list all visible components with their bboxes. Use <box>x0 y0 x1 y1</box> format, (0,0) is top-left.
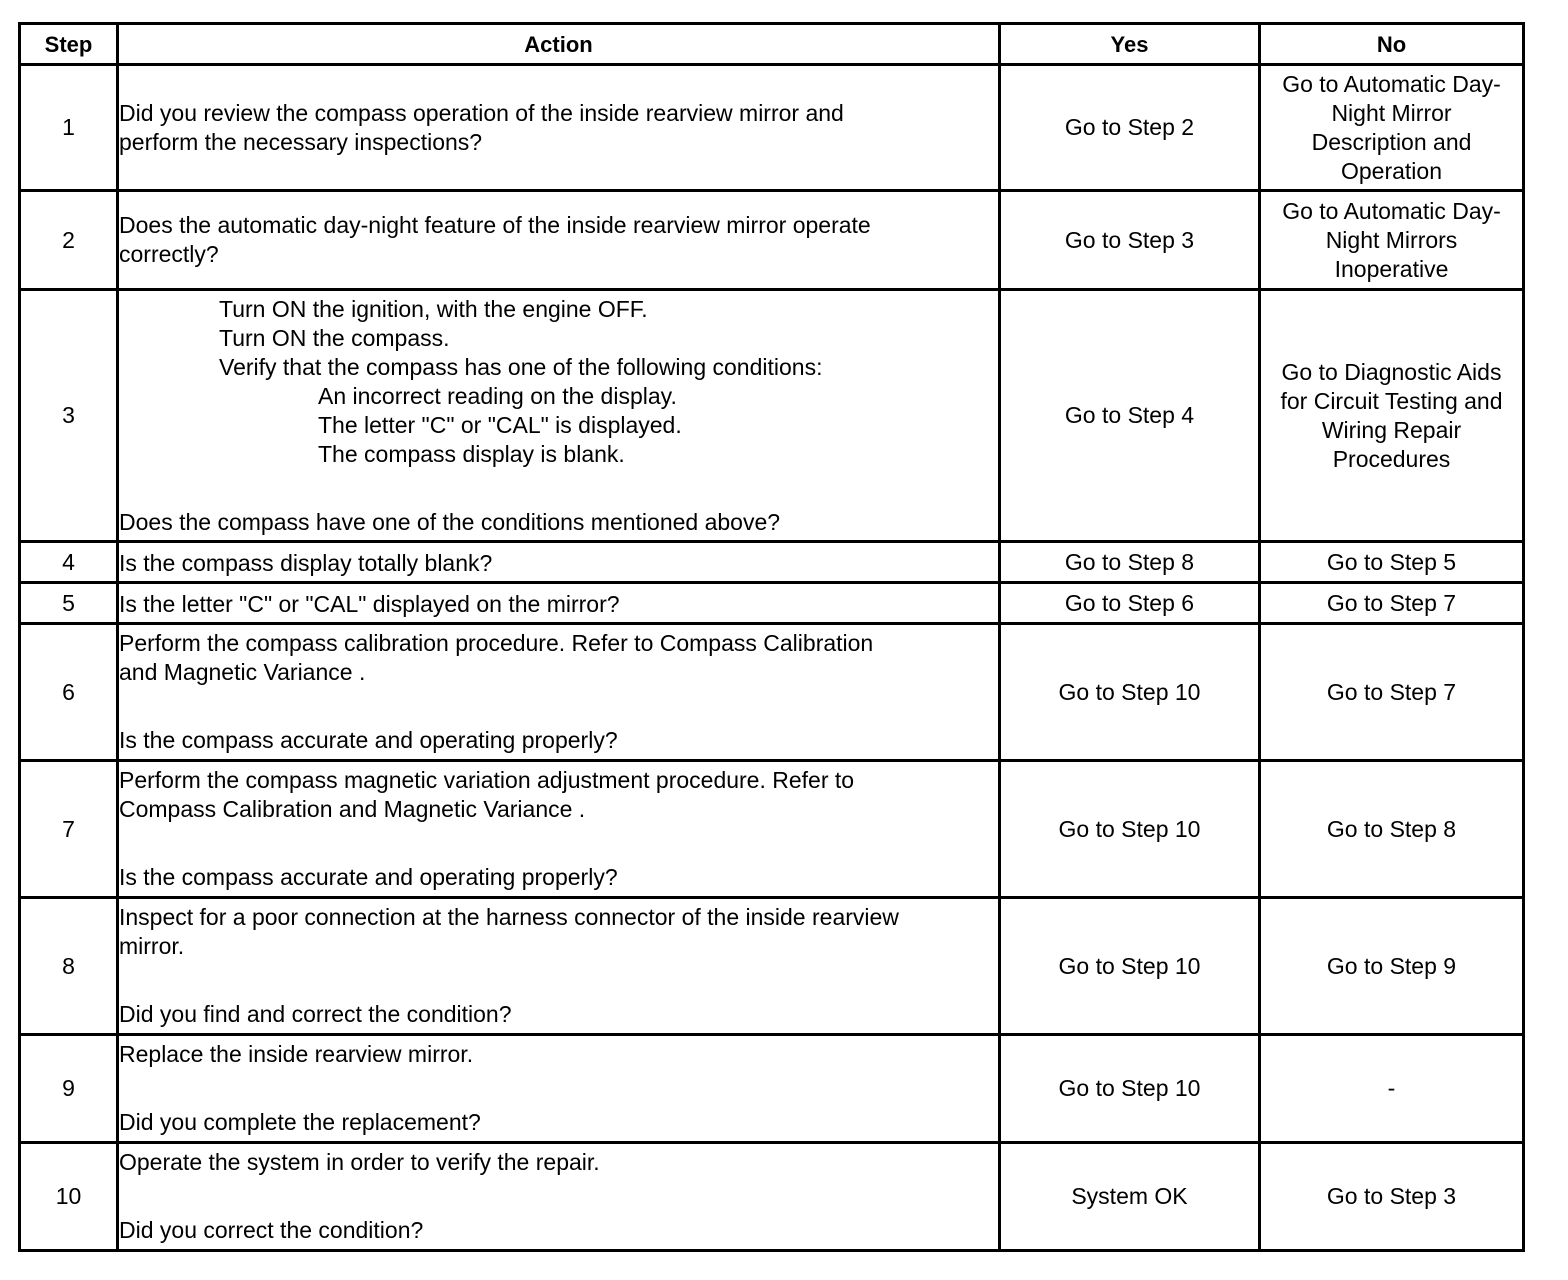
yes-cell: Go to Step 6 <box>1000 583 1260 624</box>
question-text: Did you complete the replacement? <box>119 1109 481 1135</box>
yes-cell: Go to Step 3 <box>1000 191 1260 290</box>
question-text: Did you correct the condition? <box>119 1217 424 1243</box>
yes-cell: Go to Step 2 <box>1000 65 1260 191</box>
question-text: Did you find and correct the condition? <box>119 1001 512 1027</box>
yes-cell: Go to Step 4 <box>1000 290 1260 542</box>
action-text: Operate the system in order to verify the repair. <box>119 1149 600 1175</box>
yes-cell: System OK <box>1000 1143 1260 1251</box>
condition-item: An incorrect reading on the display. <box>318 382 677 409</box>
step-number: 3 <box>20 290 118 542</box>
table-row <box>20 583 1524 624</box>
no-text: Go to Automatic Day- <box>1282 70 1501 97</box>
yes-cell: Go to Step 10 <box>1000 1035 1260 1143</box>
action-text: Inspect for a poor connection at the harness connector of the inside rearview <box>119 904 899 930</box>
no-cell: - <box>1260 1035 1524 1143</box>
no-text: Inoperative <box>1334 255 1449 282</box>
no-text: Description and <box>1311 128 1472 155</box>
question-text: Is the compass accurate and operating properly? <box>119 864 618 890</box>
step-number: 10 <box>20 1143 118 1251</box>
yes-cell: Go to Step 8 <box>1000 542 1260 583</box>
table-row <box>20 624 1524 761</box>
header-no: No <box>1260 24 1524 65</box>
step-number: 2 <box>20 191 118 290</box>
table-row <box>20 542 1524 583</box>
action-cell <box>118 761 1000 898</box>
procedure-step: Turn ON the compass. <box>219 324 450 351</box>
table-row <box>20 65 1524 191</box>
action-text: Did you review the compass operation of the inside rearview mirror and <box>119 99 844 126</box>
condition-item: The compass display is blank. <box>318 440 625 467</box>
table-row <box>20 761 1524 898</box>
table-row <box>20 1143 1524 1251</box>
action-cell <box>118 1035 1000 1143</box>
action-cell <box>118 624 1000 761</box>
table-row <box>20 191 1524 290</box>
action-text: and Magnetic Variance . <box>119 659 366 685</box>
no-text: Night Mirrors <box>1325 226 1458 253</box>
no-cell: Go to Step 7 <box>1260 624 1524 761</box>
no-text: for Circuit Testing and <box>1280 387 1503 414</box>
no-text: Wiring Repair <box>1321 416 1462 443</box>
header-action: Action <box>118 24 1000 65</box>
action-text: Perform the compass magnetic variation adjustment procedure. Refer to <box>119 767 855 793</box>
yes-cell: Go to Step 10 <box>1000 761 1260 898</box>
action-cell <box>118 191 1000 290</box>
yes-cell: Go to Step 10 <box>1000 898 1260 1035</box>
table-row <box>20 290 1524 542</box>
no-cell: Go to Step 5 <box>1260 542 1524 583</box>
table-row <box>20 898 1524 1035</box>
condition-item: The letter "C" or "CAL" is displayed. <box>318 411 682 438</box>
no-text: Go to Automatic Day- <box>1282 197 1501 224</box>
yes-cell: Go to Step 10 <box>1000 624 1260 761</box>
action-text: mirror. <box>119 933 185 959</box>
header-row <box>20 24 1524 65</box>
procedure-step: Verify that the compass has one of the following conditions: <box>219 353 823 380</box>
no-text: Operation <box>1340 157 1442 184</box>
no-cell: Go to Step 7 <box>1260 583 1524 624</box>
header-step: Step <box>20 24 118 65</box>
no-text: Procedures <box>1332 445 1451 472</box>
action-cell <box>118 290 1000 542</box>
action-text: Does the automatic day-night feature of the inside rearview mirror operate <box>119 212 871 238</box>
no-cell <box>1260 65 1524 191</box>
step-number: 9 <box>20 1035 118 1143</box>
no-cell <box>1260 191 1524 290</box>
action-text: Perform the compass calibration procedure. Refer to Compass Calibration <box>119 630 874 656</box>
action-cell <box>118 65 1000 191</box>
step-number: 1 <box>20 65 118 191</box>
no-cell: Go to Step 8 <box>1260 761 1524 898</box>
step-number: 5 <box>20 583 118 624</box>
no-text: Go to Diagnostic Aids <box>1281 358 1502 385</box>
no-text: Night Mirror <box>1331 99 1452 126</box>
action-text: correctly? <box>119 241 219 267</box>
step-number: 7 <box>20 761 118 898</box>
procedure-step: Turn ON the ignition, with the engine OFF. <box>219 295 648 322</box>
action-text: Is the compass display totally blank? <box>118 542 1000 583</box>
action-text: perform the necessary inspections? <box>119 128 483 155</box>
action-text: Is the letter "C" or "CAL" displayed on the mirror? <box>118 583 1000 624</box>
step-number: 8 <box>20 898 118 1035</box>
action-text: Compass Calibration and Magnetic Variance . <box>119 796 586 822</box>
step-number: 4 <box>20 542 118 583</box>
diagnostic-table <box>18 22 1525 1252</box>
no-cell: Go to Step 3 <box>1260 1143 1524 1251</box>
no-cell <box>1260 290 1524 542</box>
step-number: 6 <box>20 624 118 761</box>
header-yes: Yes <box>1000 24 1260 65</box>
question-text: Does the compass have one of the conditions mentioned above? <box>119 508 781 535</box>
table-row <box>20 1035 1524 1143</box>
no-cell: Go to Step 9 <box>1260 898 1524 1035</box>
question-text: Is the compass accurate and operating properly? <box>119 727 618 753</box>
action-text: Replace the inside rearview mirror. <box>119 1041 474 1067</box>
action-cell <box>118 1143 1000 1251</box>
action-cell <box>118 898 1000 1035</box>
